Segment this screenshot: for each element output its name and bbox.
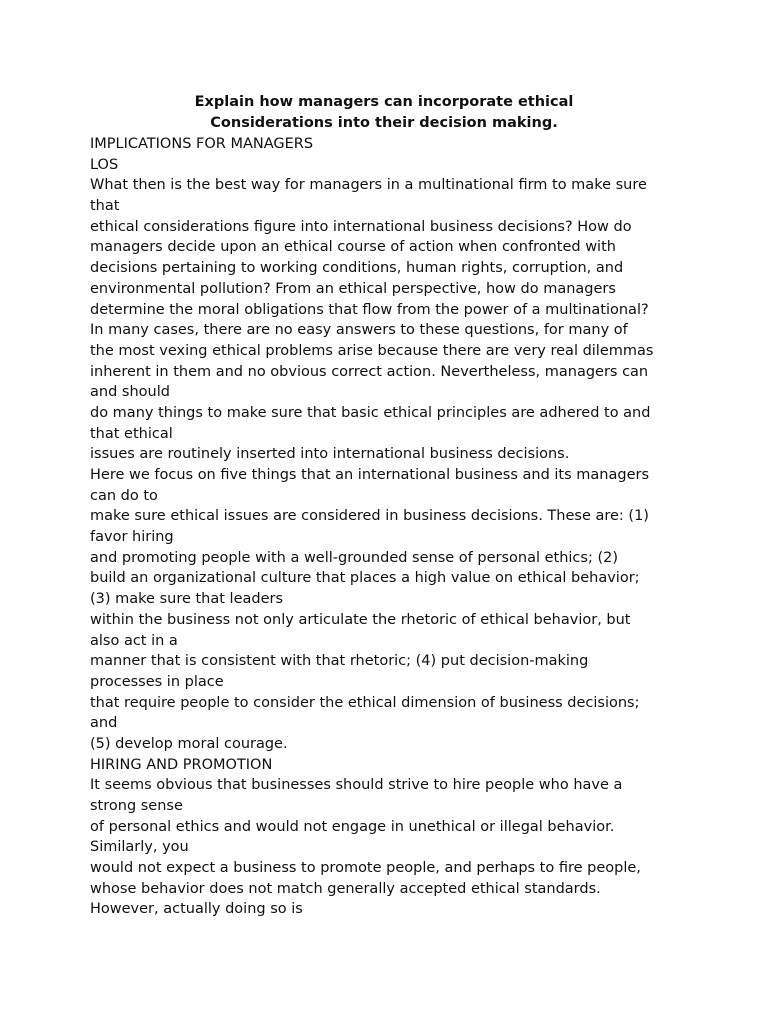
- body-text-line: decisions pertaining to working conditions, human rights, corruption, and: [90, 260, 624, 277]
- body-text-line: and: [90, 715, 118, 732]
- body-text-line: In many cases, there are no easy answers to these questions, for many of: [90, 322, 628, 339]
- section-label-los: LOS: [90, 156, 119, 173]
- body-text-line: also act in a: [90, 632, 178, 649]
- body-text-line: do many things to make sure that basic ethical principles are adhered to and: [90, 404, 651, 421]
- body-text-line: manner that is consistent with that rhetoric; (4) put decision-making: [90, 653, 589, 670]
- body-text-line: Here we focus on five things that an international business and its managers: [90, 467, 650, 483]
- body-text-line: inherent in them and no obvious correct action. Nevertheless, managers can: [90, 363, 649, 380]
- body-text-line: (3) make sure that leaders: [90, 591, 284, 608]
- title-line-1: Explain how managers can incorporate ethical: [194, 94, 574, 110]
- body-text-line: build an organizational culture that places a high value on ethical behavior;: [90, 570, 640, 587]
- document-title: [90, 92, 678, 134]
- document-body: [90, 134, 690, 920]
- body-text-line: within the business not only articulate the rhetoric of ethical behavior, but: [90, 611, 631, 628]
- body-text-line: ethical considerations figure into international business decisions? How do: [90, 218, 632, 235]
- body-text-line: (5) develop moral courage.: [90, 735, 288, 752]
- section-heading-hiring: HIRING AND PROMOTION: [90, 756, 273, 773]
- section-heading-implications: IMPLICATIONS FOR MANAGERS: [90, 136, 314, 152]
- body-text-line: favor hiring: [90, 529, 174, 546]
- body-text-line: that require people to consider the ethical dimension of business decisions;: [90, 694, 640, 711]
- body-text-line: environmental pollution? From an ethical perspective, how do managers: [90, 280, 616, 297]
- body-text-line: whose behavior does not match generally accepted ethical standards.: [90, 880, 601, 897]
- title-line-2: Considerations into their decision making.: [210, 115, 558, 131]
- body-text-line: Similarly, you: [90, 839, 189, 856]
- body-text-line: managers decide upon an ethical course of action when confronted with: [90, 239, 616, 256]
- body-text-line: However, actually doing so is: [90, 901, 303, 918]
- body-text-line: and should: [90, 384, 170, 401]
- body-text-line: the most vexing ethical problems arise because there are very real dilemmas: [90, 342, 654, 359]
- body-text-line: that ethical: [90, 425, 173, 442]
- body-text-line: processes in place: [90, 673, 224, 690]
- body-text-line: would not expect a business to promote people, and perhaps to fire people,: [90, 860, 641, 877]
- body-text-line: of personal ethics and would not engage in unethical or illegal behavior.: [90, 818, 615, 835]
- body-text-line: that: [90, 198, 120, 215]
- body-text-line: It seems obvious that businesses should strive to hire people who have a: [90, 777, 623, 794]
- body-text-line: can do to: [90, 487, 158, 504]
- body-text-line: issues are routinely inserted into international business decisions.: [90, 446, 570, 463]
- body-text-line: strong sense: [90, 798, 183, 814]
- body-text-line: make sure ethical issues are considered in business decisions. These are: (1): [90, 508, 649, 525]
- body-text-line: and promoting people with a well-grounded sense of personal ethics; (2): [90, 549, 618, 566]
- body-text-line: What then is the best way for managers in a multinational firm to make sure: [90, 177, 647, 194]
- body-text-line: determine the moral obligations that flow from the power of a multinational?: [90, 301, 649, 318]
